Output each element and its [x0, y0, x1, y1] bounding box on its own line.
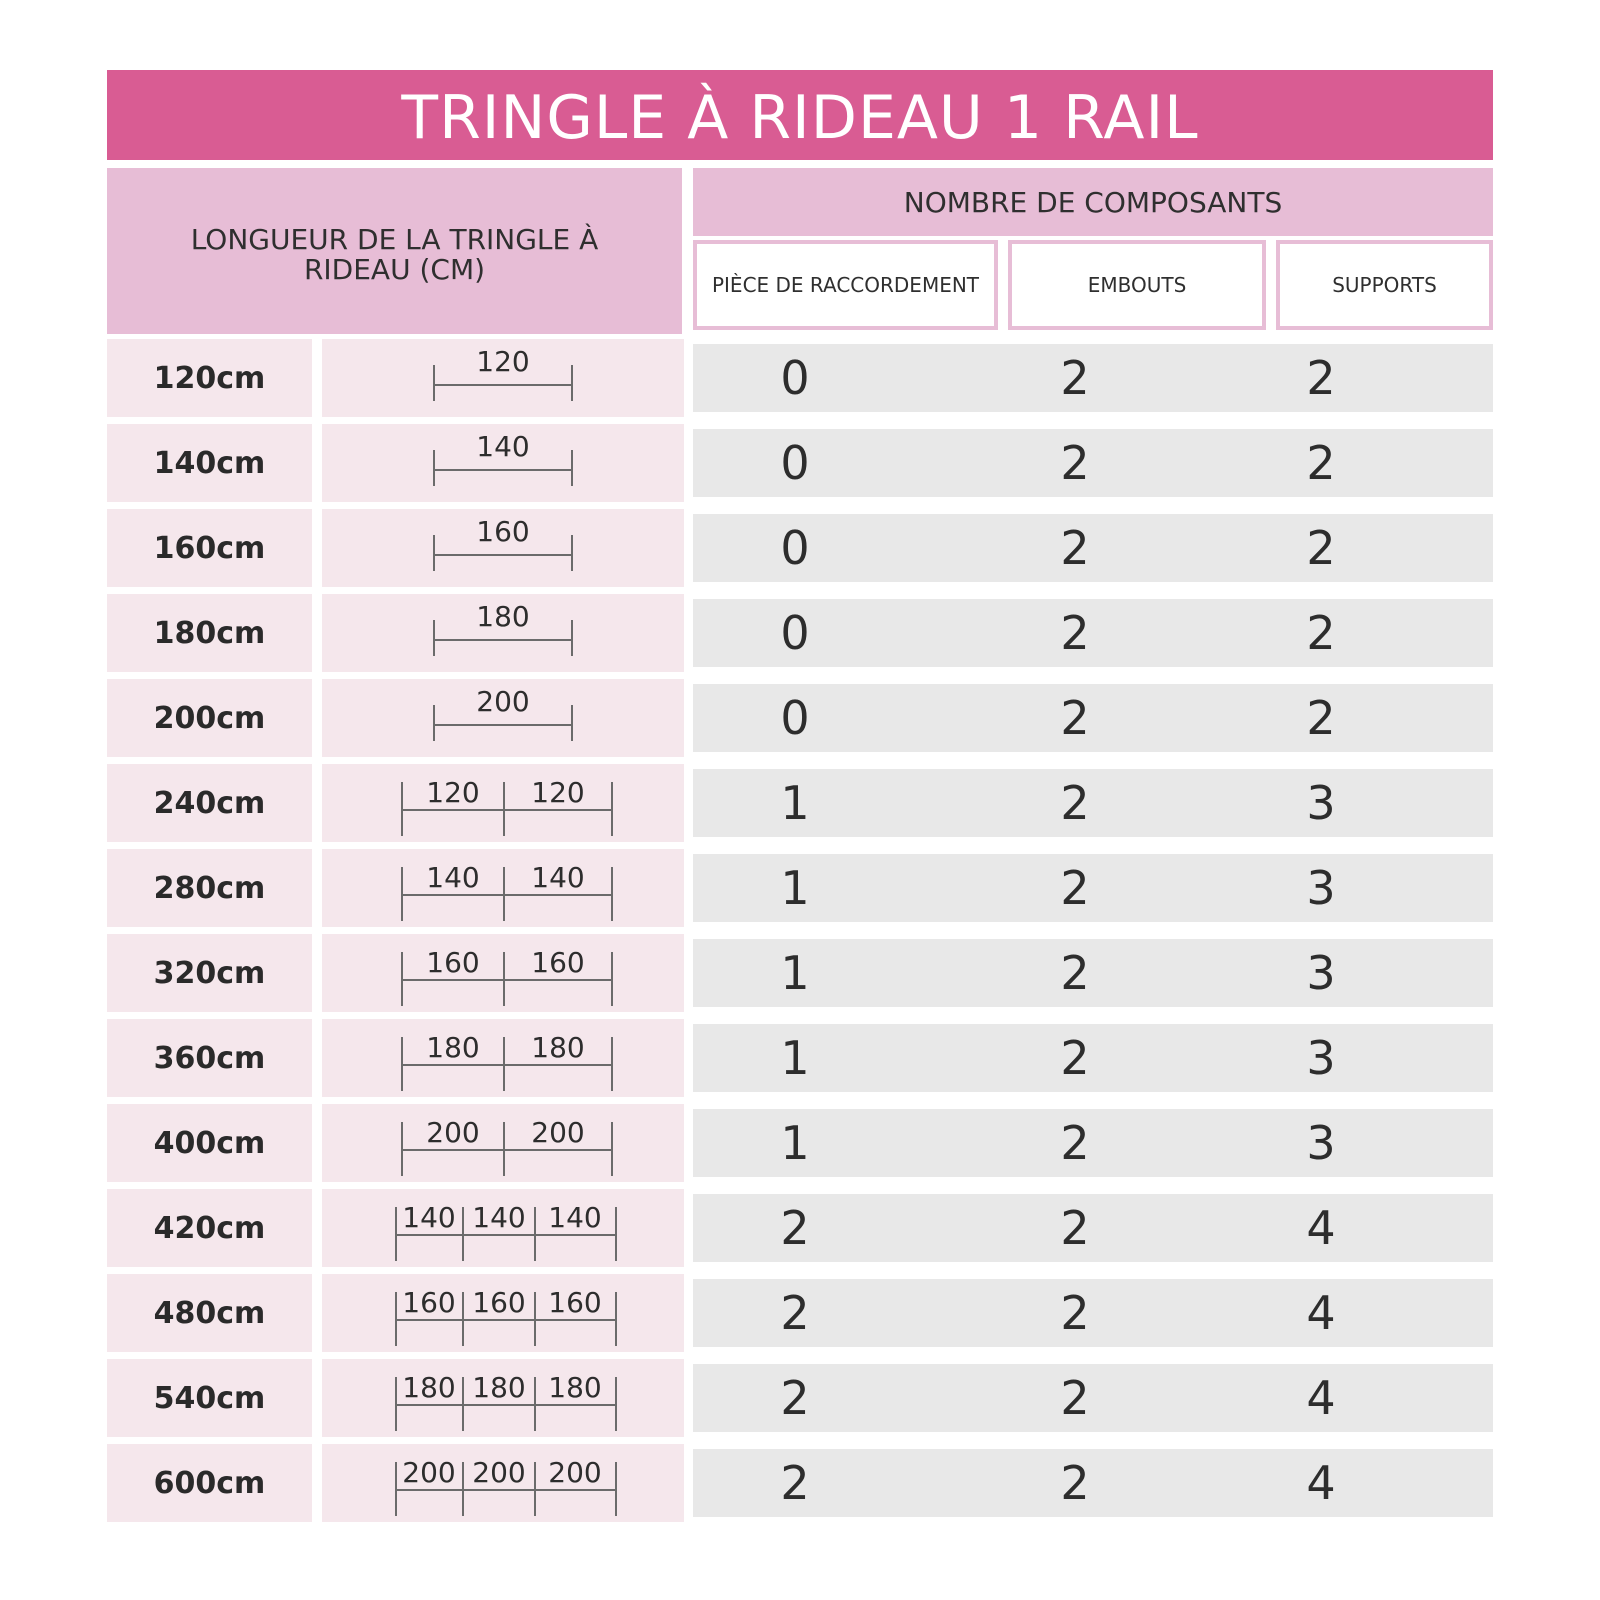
connector-count: 0 [780, 351, 810, 405]
rail-diagram-cell [322, 934, 684, 1012]
supports-count: 4 [1306, 1456, 1336, 1510]
table-row [0, 1274, 1600, 1352]
endcaps-count: 2 [1060, 861, 1090, 915]
length-value: 280cm [153, 870, 266, 906]
rail-diagram [322, 424, 684, 502]
segment-label: 180 [548, 1371, 602, 1404]
length-cell [107, 934, 312, 1012]
rail-diagram-cell [322, 1104, 684, 1182]
rail-diagram [322, 1019, 684, 1097]
segment-label: 180 [531, 1031, 585, 1064]
endcaps-count: 2 [1060, 946, 1090, 1000]
table-row [0, 679, 1600, 757]
length-cell [107, 339, 312, 417]
length-value: 200cm [153, 700, 266, 736]
endcaps-count: 2 [1060, 1371, 1090, 1425]
endcaps-count: 2 [1060, 776, 1090, 830]
segment-label: 160 [472, 1286, 526, 1319]
length-cell [107, 509, 312, 587]
table-row [0, 764, 1600, 842]
rail-diagram-cell [322, 1019, 684, 1097]
length-value: 540cm [153, 1380, 266, 1416]
rail-diagram-cell [322, 339, 684, 417]
length-cell [107, 1274, 312, 1352]
endcaps-count: 2 [1060, 436, 1090, 490]
length-cell [107, 1104, 312, 1182]
supports-count: 2 [1306, 436, 1336, 490]
table-row [0, 424, 1600, 502]
connector-count: 2 [780, 1286, 810, 1340]
endcaps-count: 2 [1060, 521, 1090, 575]
endcaps-count: 2 [1060, 1456, 1090, 1510]
connector-count: 1 [780, 1116, 810, 1170]
component-counts [693, 1449, 1493, 1517]
component-counts [693, 939, 1493, 1007]
length-value: 400cm [153, 1125, 266, 1161]
segment-label: 180 [402, 1371, 456, 1404]
supports-count: 3 [1306, 776, 1336, 830]
table-row [0, 339, 1600, 417]
table-row [0, 1444, 1600, 1522]
length-cell [107, 679, 312, 757]
rail-diagram [322, 339, 684, 417]
length-cell [107, 1359, 312, 1437]
component-counts [693, 1194, 1493, 1262]
header-components-label: NOMBRE DE COMPOSANTS [903, 185, 1283, 219]
endcaps-count: 2 [1060, 351, 1090, 405]
length-value: 480cm [153, 1295, 266, 1331]
endcaps-count: 2 [1060, 1201, 1090, 1255]
rail-diagram [322, 849, 684, 927]
length-cell [107, 594, 312, 672]
segment-label: 140 [531, 861, 585, 894]
endcaps-count: 2 [1060, 606, 1090, 660]
endcaps-count: 2 [1060, 691, 1090, 745]
length-cell [107, 424, 312, 502]
rail-diagram-cell [322, 679, 684, 757]
segment-label: 180 [426, 1031, 480, 1064]
component-counts [693, 429, 1493, 497]
length-value: 420cm [153, 1210, 266, 1246]
rail-diagram [322, 594, 684, 672]
segment-label: 160 [426, 946, 480, 979]
rail-diagram [322, 764, 684, 842]
table-row [0, 934, 1600, 1012]
table-row [0, 1189, 1600, 1267]
segment-label: 200 [472, 1456, 526, 1489]
subheader-connector-label: PIÈCE DE RACCORDEMENT [711, 273, 980, 297]
length-cell [107, 1444, 312, 1522]
length-cell [107, 1189, 312, 1267]
table-row [0, 594, 1600, 672]
rail-diagram [322, 1104, 684, 1182]
segment-label: 200 [476, 685, 530, 718]
component-counts [693, 854, 1493, 922]
component-counts [693, 1279, 1493, 1347]
rail-diagram-cell [322, 1189, 684, 1267]
connector-count: 0 [780, 606, 810, 660]
subheader-endcaps-label: EMBOUTS [1087, 273, 1187, 297]
segment-label: 200 [402, 1456, 456, 1489]
supports-count: 4 [1306, 1201, 1336, 1255]
table-row [0, 1359, 1600, 1437]
segment-label: 160 [402, 1286, 456, 1319]
rail-diagram-cell [322, 764, 684, 842]
rail-diagram-cell [322, 509, 684, 587]
connector-count: 2 [780, 1371, 810, 1425]
header-length-label: LONGUEUR DE LA TRINGLE À RIDEAU (CM) [190, 223, 599, 286]
component-counts [693, 344, 1493, 412]
rail-diagram [322, 1359, 684, 1437]
rail-diagram [322, 934, 684, 1012]
rail-diagram-cell [322, 1444, 684, 1522]
component-counts [693, 1364, 1493, 1432]
connector-count: 0 [780, 436, 810, 490]
table-row [0, 509, 1600, 587]
table-row [0, 849, 1600, 927]
segment-label: 160 [548, 1286, 602, 1319]
rail-diagram [322, 1274, 684, 1352]
connector-count: 0 [780, 691, 810, 745]
supports-count: 4 [1306, 1371, 1336, 1425]
segment-label: 120 [476, 345, 530, 378]
segment-label: 180 [472, 1371, 526, 1404]
connector-count: 2 [780, 1201, 810, 1255]
rail-diagram [322, 1444, 684, 1522]
supports-count: 4 [1306, 1286, 1336, 1340]
segment-label: 140 [426, 861, 480, 894]
page-title: TRINGLE À RIDEAU 1 RAIL [401, 83, 1199, 153]
endcaps-count: 2 [1060, 1031, 1090, 1085]
length-value: 180cm [153, 615, 266, 651]
rail-diagram [322, 1189, 684, 1267]
table-row [0, 1019, 1600, 1097]
connector-count: 1 [780, 861, 810, 915]
rail-diagram-cell [322, 849, 684, 927]
rail-diagram [322, 679, 684, 757]
segment-label: 200 [531, 1116, 585, 1149]
segment-label: 160 [531, 946, 585, 979]
supports-count: 2 [1306, 691, 1336, 745]
length-value: 360cm [153, 1040, 266, 1076]
connector-count: 1 [780, 1031, 810, 1085]
length-cell [107, 764, 312, 842]
component-counts [693, 1024, 1493, 1092]
table-row [0, 1104, 1600, 1182]
supports-count: 3 [1306, 946, 1336, 1000]
segment-label: 140 [548, 1201, 602, 1234]
component-counts [693, 1109, 1493, 1177]
connector-count: 2 [780, 1456, 810, 1510]
length-cell [107, 1019, 312, 1097]
length-value: 140cm [153, 445, 266, 481]
connector-count: 1 [780, 776, 810, 830]
rail-diagram-cell [322, 594, 684, 672]
supports-count: 3 [1306, 861, 1336, 915]
segment-label: 180 [476, 600, 530, 633]
rail-diagram-cell [322, 1274, 684, 1352]
length-cell [107, 849, 312, 927]
endcaps-count: 2 [1060, 1116, 1090, 1170]
component-counts [693, 769, 1493, 837]
segment-label: 200 [548, 1456, 602, 1489]
component-counts [693, 599, 1493, 667]
length-value: 160cm [153, 530, 266, 566]
rail-diagram-cell [322, 424, 684, 502]
segment-label: 120 [426, 776, 480, 809]
segment-label: 160 [476, 515, 530, 548]
component-counts [693, 514, 1493, 582]
segment-label: 140 [402, 1201, 456, 1234]
supports-count: 2 [1306, 351, 1336, 405]
length-value: 120cm [153, 360, 266, 396]
connector-count: 1 [780, 946, 810, 1000]
supports-count: 2 [1306, 521, 1336, 575]
endcaps-count: 2 [1060, 1286, 1090, 1340]
length-value: 320cm [153, 955, 266, 991]
subheader-supports-label: SUPPORTS [1332, 273, 1437, 297]
segment-label: 140 [476, 430, 530, 463]
supports-count: 2 [1306, 606, 1336, 660]
segment-label: 140 [472, 1201, 526, 1234]
supports-count: 3 [1306, 1116, 1336, 1170]
length-value: 240cm [153, 785, 266, 821]
length-value: 600cm [153, 1465, 266, 1501]
rail-diagram [322, 509, 684, 587]
component-counts [693, 684, 1493, 752]
segment-label: 200 [426, 1116, 480, 1149]
supports-count: 3 [1306, 1031, 1336, 1085]
rail-diagram-cell [322, 1359, 684, 1437]
connector-count: 0 [780, 521, 810, 575]
segment-label: 120 [531, 776, 585, 809]
